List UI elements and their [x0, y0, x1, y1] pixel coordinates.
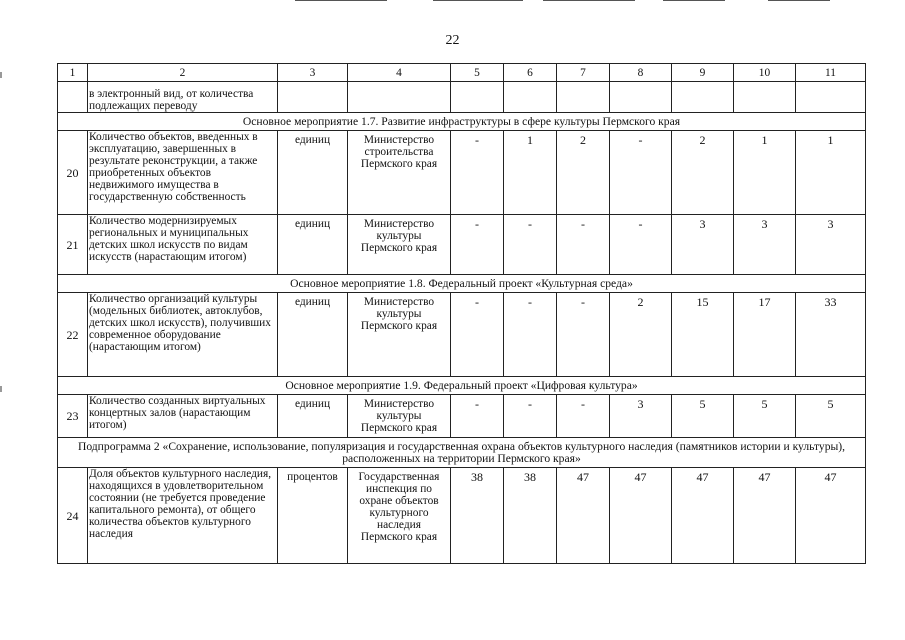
indicator-name: Количество объектов, введенных в эксплуатацию, завершенных в результате реконструкции, а также приобретенных объектов недвижимого имущества в государственную собственность — [88, 131, 278, 215]
indicators-table — [57, 63, 866, 564]
value-cell: - — [610, 131, 672, 215]
value-cell: 5 — [734, 395, 796, 438]
continuation-row — [58, 82, 866, 113]
unit-cell: единиц — [278, 131, 348, 215]
value-cell: 1 — [504, 131, 557, 215]
value-cell: - — [451, 131, 504, 215]
col-header: 2 — [88, 64, 278, 82]
value-cell: 3 — [672, 215, 734, 275]
section-row-1-7 — [58, 113, 866, 131]
value-cell: - — [451, 293, 504, 377]
row-number: 20 — [58, 131, 88, 215]
table-row-23 — [58, 395, 866, 438]
col-header: 8 — [610, 64, 672, 82]
value-cell: - — [451, 215, 504, 275]
value-cell: - — [557, 215, 610, 275]
value-cell: - — [557, 395, 610, 438]
value-cell: - — [451, 395, 504, 438]
value-cell: 3 — [610, 395, 672, 438]
value-cell: - — [504, 293, 557, 377]
section-row-1-9 — [58, 377, 866, 395]
unit-cell: единиц — [278, 293, 348, 377]
unit-cell: единиц — [278, 215, 348, 275]
unit-cell: процентов — [278, 468, 348, 564]
col-header: 10 — [734, 64, 796, 82]
row-number: 22 — [58, 293, 88, 377]
col-header: 9 — [672, 64, 734, 82]
value-cell: 1 — [734, 131, 796, 215]
value-cell: 17 — [734, 293, 796, 377]
table-row-22 — [58, 293, 866, 377]
value-cell: - — [557, 293, 610, 377]
value-cell: 5 — [796, 395, 866, 438]
value-cell: 2 — [672, 131, 734, 215]
table-row-24 — [58, 468, 866, 564]
value-cell: 15 — [672, 293, 734, 377]
value-cell: 47 — [796, 468, 866, 564]
col-header: 11 — [796, 64, 866, 82]
responsible-cell: Министерство строительства Пермского края — [348, 131, 451, 215]
value-cell: 1 — [796, 131, 866, 215]
value-cell: 2 — [557, 131, 610, 215]
column-number-row — [58, 64, 866, 82]
indicator-name: Доля объектов культурного наследия, находящихся в удовлетворительном состоянии (не требуется проведение капитального ремонта), от общего количества объектов культурного наследия — [88, 468, 278, 564]
section-title: Основное мероприятие 1.8. Федеральный проект «Культурная среда» — [58, 275, 866, 293]
value-cell: 38 — [504, 468, 557, 564]
value-cell: 47 — [610, 468, 672, 564]
value-cell: 47 — [672, 468, 734, 564]
row-number: 23 — [58, 395, 88, 438]
value-cell: 3 — [796, 215, 866, 275]
col-header: 1 — [58, 64, 88, 82]
value-cell: 47 — [734, 468, 796, 564]
value-cell: 33 — [796, 293, 866, 377]
table-row-20 — [58, 131, 866, 215]
value-cell: 5 — [672, 395, 734, 438]
responsible-cell: Министерство культуры Пермского края — [348, 395, 451, 438]
responsible-cell: Министерство культуры Пермского края — [348, 215, 451, 275]
row-number: 24 — [58, 468, 88, 564]
top-edge-lines — [0, 0, 905, 4]
page-number: 22 — [445, 33, 460, 48]
col-header: 5 — [451, 64, 504, 82]
responsible-cell: Министерство культуры Пермского края — [348, 293, 451, 377]
section-title: Основное мероприятие 1.9. Федеральный проект «Цифровая культура» — [58, 377, 866, 395]
col-header: 4 — [348, 64, 451, 82]
col-header: 6 — [504, 64, 557, 82]
section-row-1-8 — [58, 275, 866, 293]
value-cell: - — [504, 215, 557, 275]
value-cell: - — [610, 215, 672, 275]
value-cell: 2 — [610, 293, 672, 377]
indicator-name: Количество созданных виртуальных концертных залов (нарастающим итогом) — [88, 395, 278, 438]
row-number: 21 — [58, 215, 88, 275]
indicator-name: Количество модернизируемых региональных и муниципальных детских школ искусств по видам искусств (нарастающим итогом) — [88, 215, 278, 275]
col-header: 7 — [557, 64, 610, 82]
value-cell: 3 — [734, 215, 796, 275]
row-number — [58, 82, 88, 113]
responsible-cell: Государственная инспекция по охране объектов культурного наследия Пермского края — [348, 468, 451, 564]
indicator-name: в электронный вид, от количества подлежащих переводу — [88, 82, 278, 113]
subprogram-title: Подпрограмма 2 «Сохранение, использование, популяризация и государственная охрана объектов культурного наследия (памятников истории и культуры), расположенных на территории Пермского края» — [58, 438, 866, 468]
value-cell: - — [504, 395, 557, 438]
section-title: Основное мероприятие 1.7. Развитие инфраструктуры в сфере культуры Пермского края — [58, 113, 866, 131]
value-cell: 38 — [451, 468, 504, 564]
table-row-21 — [58, 215, 866, 275]
unit-cell: единиц — [278, 395, 348, 438]
value-cell: 47 — [557, 468, 610, 564]
indicator-name: Количество организаций культуры (модельных библиотек, автоклубов, детских школ искусств), получивших современное оборудование (нарастающим итогом) — [88, 293, 278, 377]
col-header: 3 — [278, 64, 348, 82]
subprogram-row-2 — [58, 438, 866, 468]
